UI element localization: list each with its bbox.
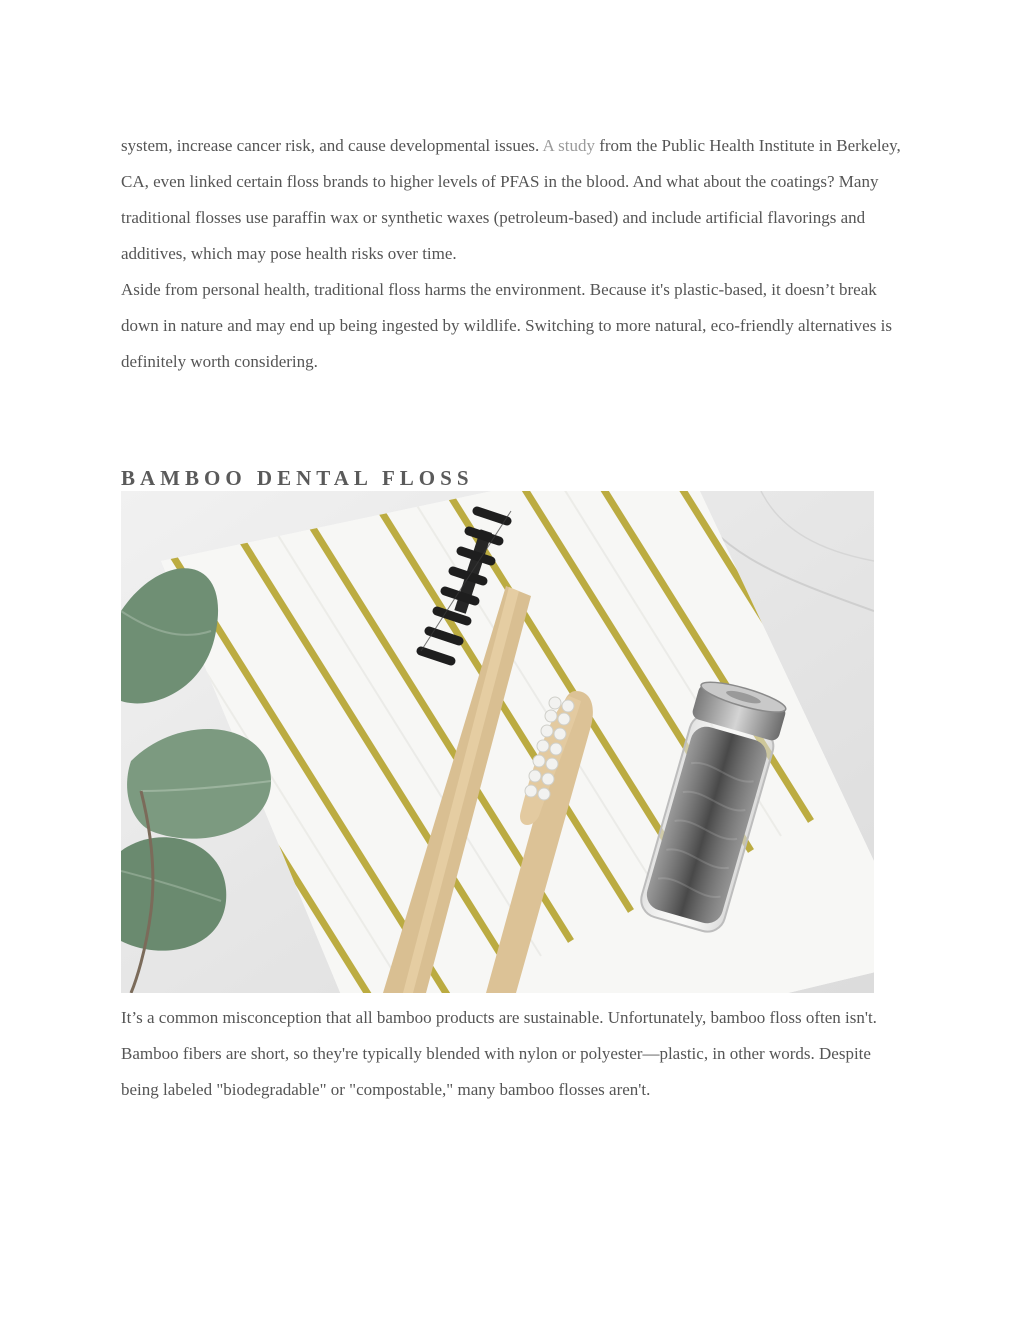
section-heading: BAMBOO DENTAL FLOSS (121, 466, 474, 490)
bamboo-toothbrush-photo (121, 491, 874, 993)
intro-paragraph-2: Aside from personal health, traditional floss harms the environment. Because it's plastic-based, it doesn’t break down in nature and may end up being ingested by wildlife. Switching to more natural, eco-friendly alternatives is definitely worth considering. (121, 280, 892, 371)
intro-text (121, 128, 901, 380)
intro-paragraph-1 (121, 128, 901, 272)
intro-text-before-link: system, increase cancer risk, and cause developmental issues. (121, 136, 543, 155)
study-link[interactable]: A study (542, 136, 595, 155)
section-paragraph: It’s a common misconception that all bamboo products are sustainable. Unfortunately, bamboo floss often isn't. Bamboo fibers are short, so they're typically blended with nylon or polyester—plastic, in other words. Despite being labeled "biodegradable" or "compostable," many bamboo flosses aren't. (121, 1008, 877, 1099)
section-body-text (121, 1000, 901, 1108)
intro-text-after-link: from the Public Health Institute in Berkeley, CA, even linked certain floss brands to higher levels of PFAS in the blood. And what about the coatings? Many traditional flosses use paraffin wax or synthetic waxes (petroleum-based) and include artificial flavorings and additives, which may pose health risks over time. (121, 136, 901, 263)
